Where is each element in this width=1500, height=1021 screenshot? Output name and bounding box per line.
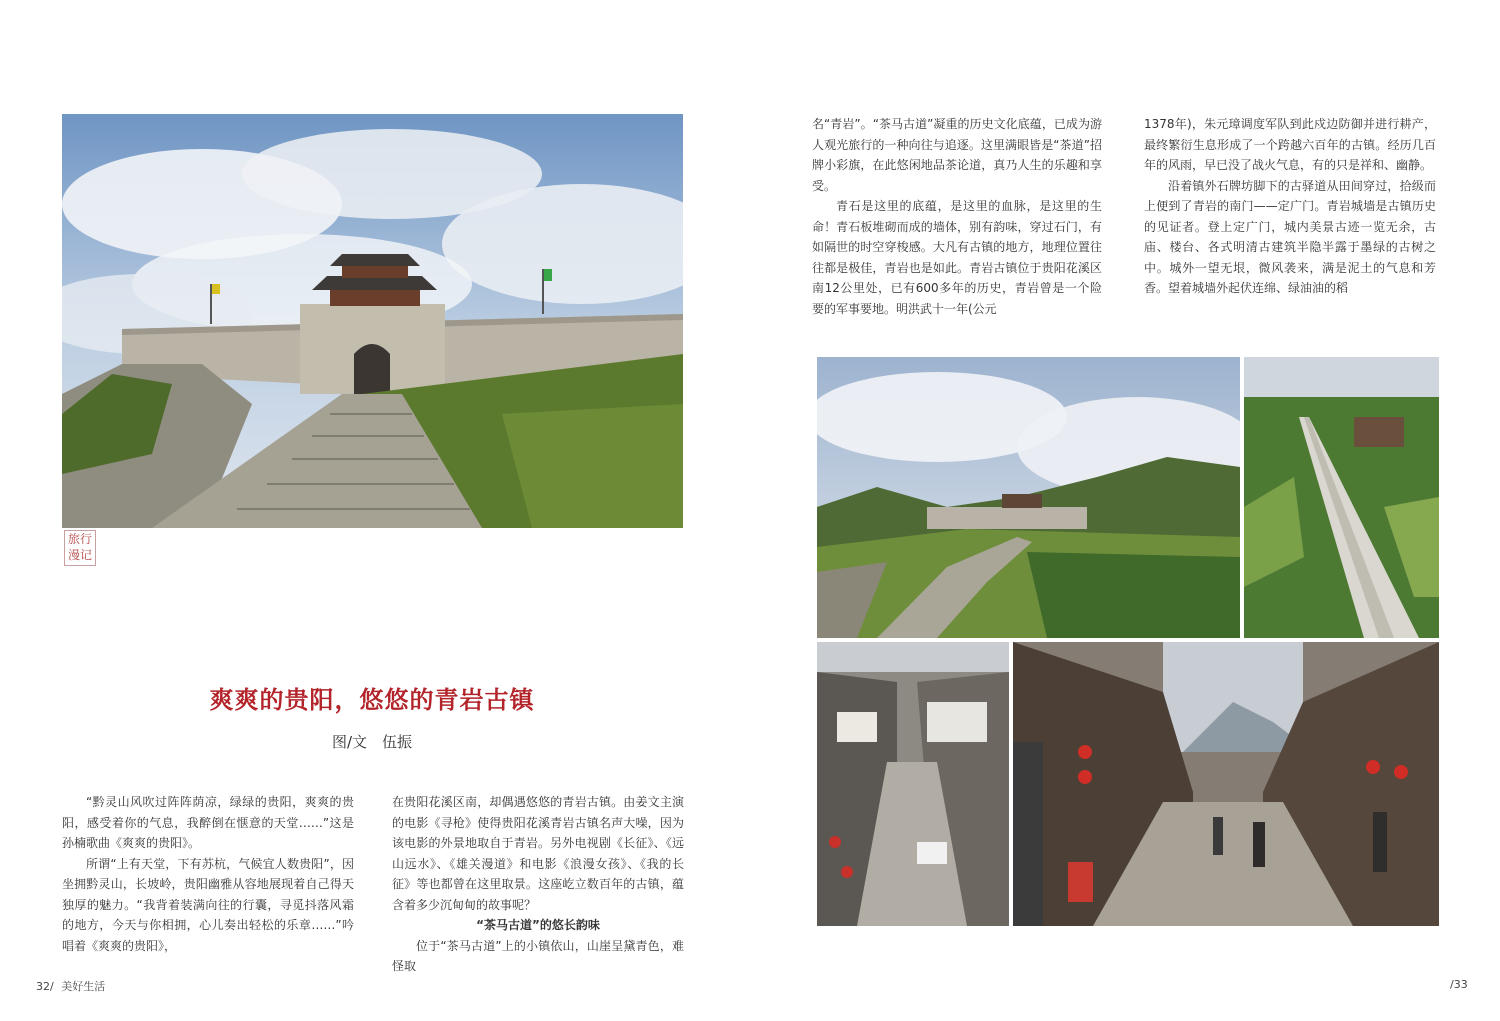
paragraph: 沿着镇外石牌坊脚下的古驿道从田间穿过，拾级而上便到了青岩的南门——定广门。青岩城墙是古镇历史的见证者。登上定广门，城内美景古迹一览无余，古庙、楼台、各式明清古建筑半隐半露于墨绿的古树之中。城外一望无垠，微风袭来，满是泥土的气息和芳香。望着城墙外起伏连绵、绿油油的稻	[1144, 178, 1436, 295]
left-column-1	[62, 792, 354, 956]
left-column-2	[392, 792, 684, 977]
paragraph: 1378年)，朱元璋调度军队到此戍边防御并进行耕产，最终繁衍生息形成了一个跨越六百年的古镇。经历几百年的风雨，早已没了战火气息，有的只是祥和、幽静。	[1144, 117, 1436, 172]
photo-town-street-2	[1013, 642, 1439, 926]
paragraph: 所谓“上有天堂，下有苏杭，气候宜人数贵阳”，因坐拥黔灵山，长坡岭，贵阳幽雅从容地展现着自己得天独厚的魅力。“我背着装满向往的行囊，寻觅抖落风霜的地方，今天与你相拥，心儿奏出轻松的乐章……”吟唱着《爽爽的贵阳》，	[62, 856, 354, 953]
photo-town-street-1	[817, 642, 1009, 926]
section-badge-line2: 漫记	[67, 548, 92, 562]
right-column-2	[1144, 114, 1436, 299]
subheading: “茶马古道”的悠长韵味	[476, 918, 600, 932]
paragraph: 在贵阳花溪区南，却偶遇悠悠的青岩古镇。由姜文主演的电影《寻枪》使得贵阳花溪青岩古镇名声大噪，因为该电影的外景地取自于青岩。另外电视剧《长征》、《远山远水》、《雄关漫道》和电影《浪漫女孩》、《我的长征》等也都曾在这里取景。这座屹立数百年的古镇，蕴含着多少沉甸甸的故事呢？	[392, 795, 684, 912]
footer-left	[36, 978, 105, 994]
section-badge	[64, 530, 96, 566]
magazine-name: 美好生活	[61, 980, 106, 993]
photo-wall-walkway	[1244, 357, 1439, 638]
right-column-1	[812, 114, 1102, 319]
paragraph: 名“青岩”。“茶马古道”凝重的历史文化底蕴，已成为游人观光旅行的一种向往与追逐。这里满眼皆是“茶道”招牌小彩旗，在此悠闲地品茶论道，真乃人生的乐趣和享受。	[812, 117, 1102, 193]
paragraph: 青石是这里的底蕴，是这里的血脉，是这里的生命！青石板堆砌而成的墙体，别有韵味，穿过石门，有如隔世的时空穿梭感。大凡有古镇的地方，地理位置往往都是极佳，青岩也是如此。青岩古镇位于贵阳花溪区南12公里处，已有600多年的历史，青岩曾是一个险要的军事要地。明洪武十一年(公元	[812, 199, 1102, 316]
article-title: 爽爽的贵阳，悠悠的青岩古镇	[209, 686, 535, 714]
page-number-right: /33	[1450, 978, 1468, 991]
section-badge-line1: 旅行	[67, 532, 92, 546]
photo-wall-fields	[817, 357, 1240, 638]
paragraph: “黔灵山风吹过阵阵荫凉，绿绿的贵阳，爽爽的贵阳，感受着你的气息，我醉倒在惬意的天堂……”这是孙楠歌曲《爽爽的贵阳》。	[62, 795, 354, 850]
article-byline: 图/文 伍振	[331, 733, 413, 751]
page-number-left: 32/	[36, 980, 54, 993]
paragraph: 位于“茶马古道”上的小镇依山，山崖呈黛青色，难怪取	[392, 938, 684, 973]
photo-city-gate	[62, 114, 683, 528]
